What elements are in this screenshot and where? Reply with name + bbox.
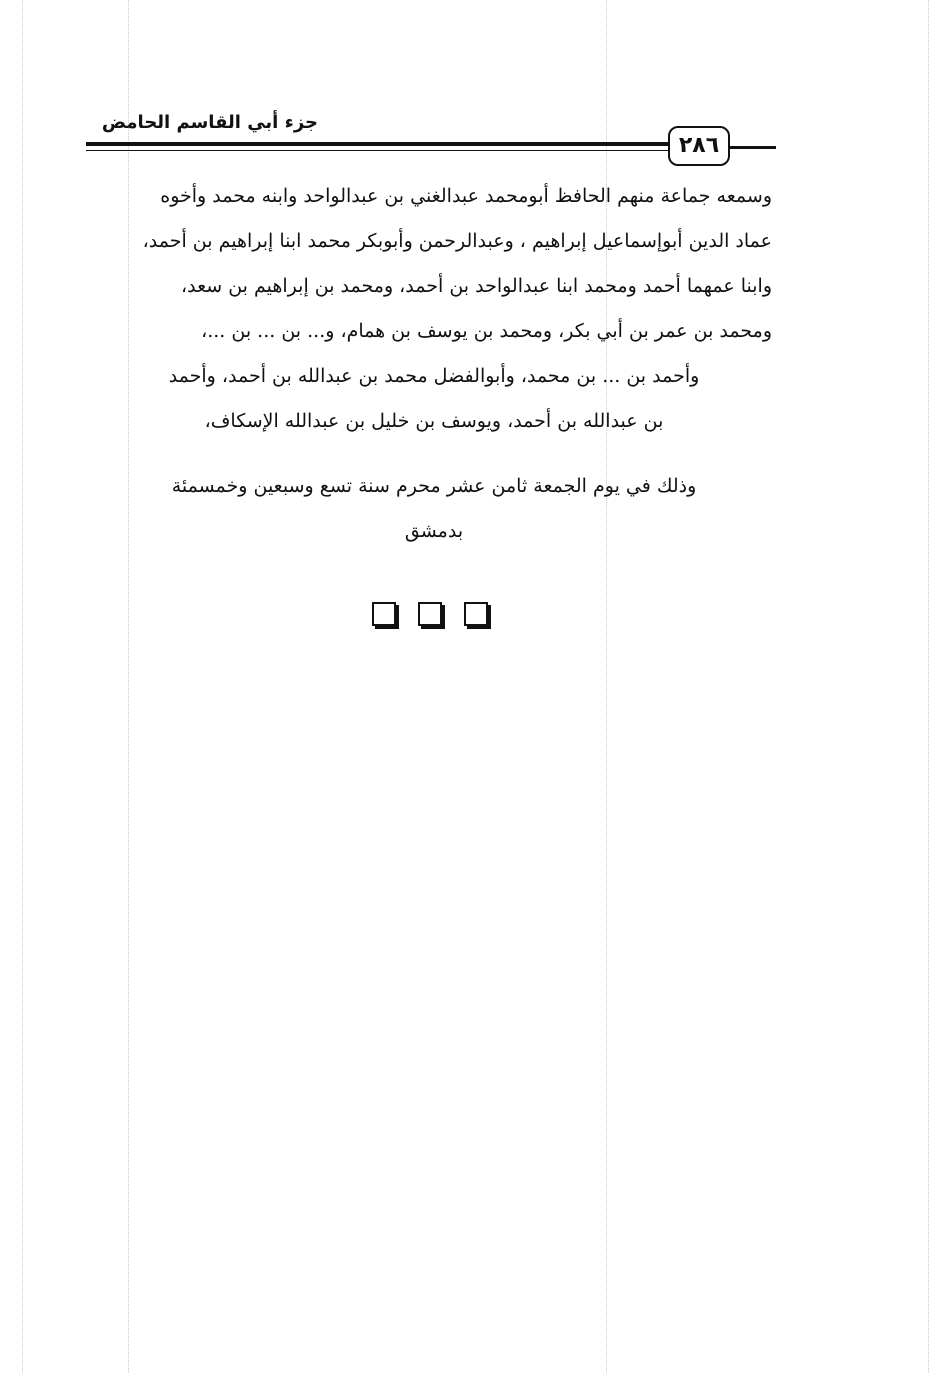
body-text	[96, 174, 772, 554]
header-rule-thin	[86, 150, 668, 151]
text-line: بدمشق	[404, 520, 464, 542]
header-rule-right	[728, 146, 776, 149]
header-rule	[86, 142, 668, 146]
scan-margin-dots	[22, 0, 23, 1373]
text-line: عماد الدين أبوإسماعيل إبراهيم ، وعبدالرحمن وأبوبكر محمد ابنا إبراهيم بن أحمد،	[142, 230, 772, 252]
square-ornament-icon	[418, 602, 442, 626]
running-header-title: جزء أبي القاسم الحامض	[101, 112, 318, 133]
text-line: بن عبدالله بن أحمد، ويوسف بن خليل بن عبدالله الإسكاف،	[204, 410, 664, 432]
page-number: ٢٨٦	[668, 126, 730, 166]
square-ornament-icon	[372, 602, 396, 626]
text-line: وسمعه جماعة منهم الحافظ أبومحمد عبدالغني بن عبدالواحد وابنه محمد وأخوه	[160, 185, 772, 207]
scan-margin-dots	[928, 0, 929, 1373]
square-ornament-icon	[464, 602, 488, 626]
text-line: وأحمد بن ... بن محمد، وأبوالفضل محمد بن عبدالله بن أحمد، وأحمد	[168, 365, 700, 387]
text-line: وذلك في يوم الجمعة ثامن عشر محرم سنة تسع وسبعين وخمسمئة	[171, 475, 697, 497]
text-line: ومحمد بن عمر بن أبي بكر، ومحمد بن يوسف بن همام، و... بن ... بن ...،	[201, 320, 772, 342]
text-line: وابنا عمهما أحمد ومحمد ابنا عبدالواحد بن أحمد، ومحمد بن إبراهيم بن سعد،	[180, 275, 772, 297]
section-separator	[372, 602, 488, 628]
